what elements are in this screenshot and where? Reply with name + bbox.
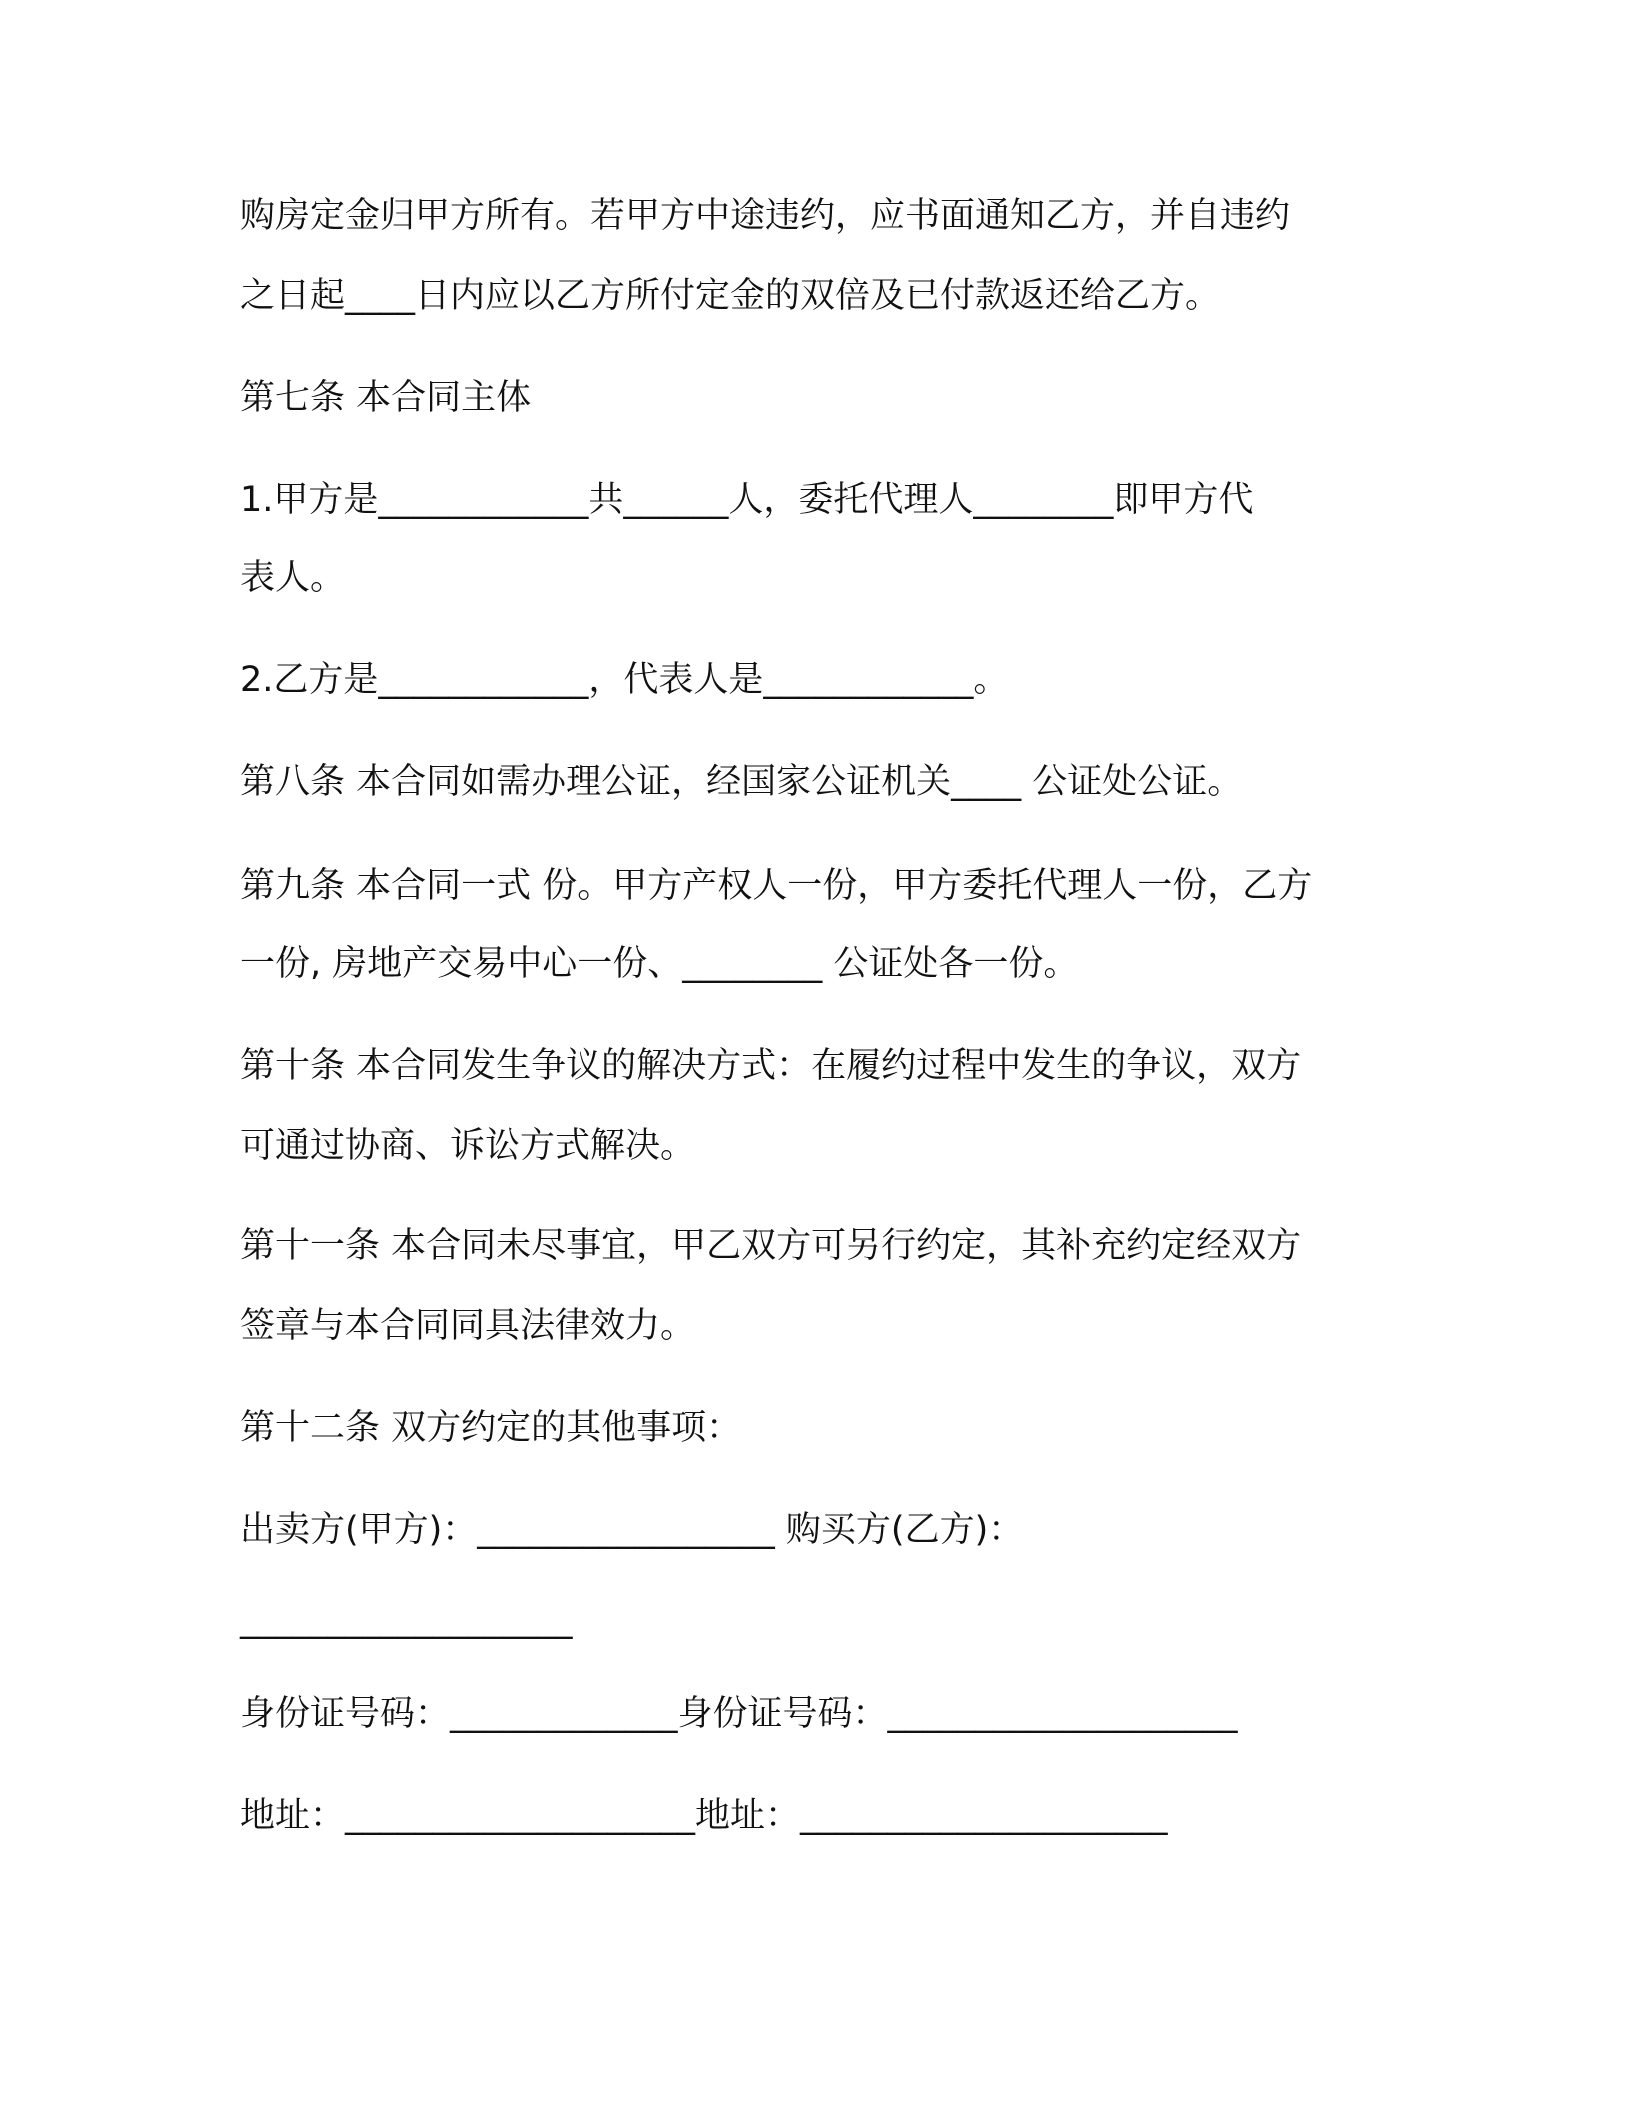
article-heading: 第七条 本合同主体	[240, 378, 532, 418]
text-line: 签章与本合同同具法律效力。	[240, 1306, 696, 1346]
text-line: 可通过协商、诉讼方式解决。	[240, 1126, 696, 1166]
text-line: 第十一条 本合同未尽事宜，甲乙双方可另行约定，其补充约定经双方	[240, 1226, 1302, 1266]
id-number-line: 身份证号码：_____________身份证号码：____________________	[240, 1694, 1238, 1734]
article-heading: 第十二条 双方约定的其他事项：	[240, 1408, 742, 1448]
text-line: 表人。	[240, 558, 346, 598]
text-line: 一份, 房地产交易中心一份、________ 公证处各一份。	[240, 944, 1079, 984]
text-line: 第八条 本合同如需办理公证，经国家公证机关____ 公证处公证。	[240, 762, 1243, 802]
text-line: 第十条 本合同发生争议的解决方式：在履约过程中发生的争议，双方	[240, 1046, 1302, 1086]
text-line: 2.乙方是____________，代表人是____________。	[240, 660, 1009, 700]
text-line: 之日起____日内应以乙方所付定金的双倍及已付款返还给乙方。	[240, 276, 1221, 316]
address-line: 地址：____________________地址：_____________________	[240, 1796, 1168, 1836]
signature-line: 出卖方(甲方)：_________________ 购买方(乙方)：	[240, 1510, 1024, 1550]
text-line: 购房定金归甲方所有。若甲方中途违约，应书面通知乙方，并自违约	[240, 196, 1291, 236]
text-line: 第九条 本合同一式 份。甲方产权人一份，甲方委托代理人一份，乙方	[240, 866, 1313, 906]
signature-blank: ___________________	[240, 1600, 573, 1640]
text-line: 1.甲方是____________共______人，委托代理人________即甲方代	[240, 480, 1254, 520]
